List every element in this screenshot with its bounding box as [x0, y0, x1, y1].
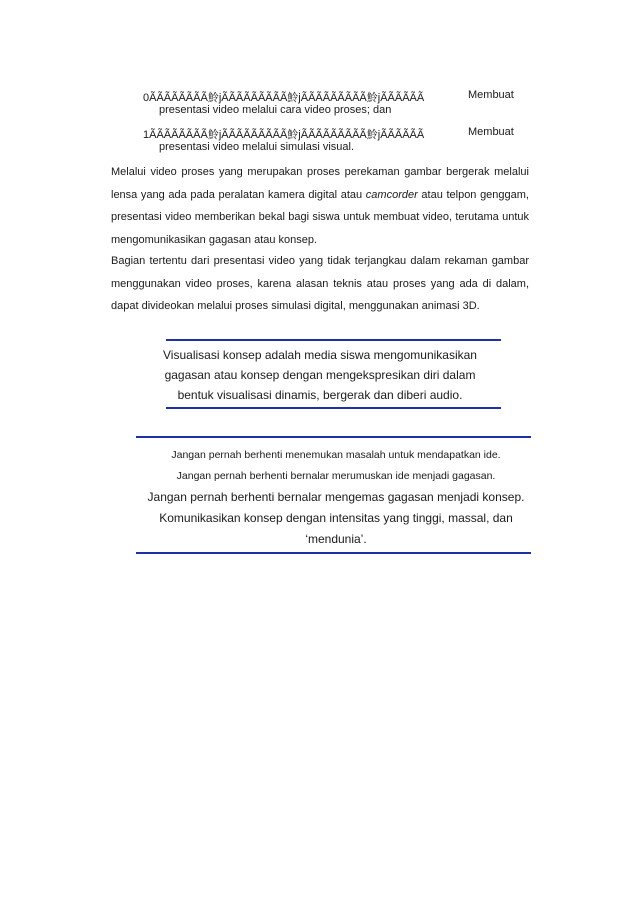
quote-1-line-2: gagasan atau konsep dengan mengekspresikan diri dalam	[164, 368, 476, 382]
quote-2-line-5: ‘mendunia’.	[305, 532, 367, 546]
list-item-2-right-word: Membuat	[468, 126, 514, 138]
quote-2-line-4: Komunikasikan konsep dengan intensitas yang tinggi, massal, dan	[159, 511, 513, 525]
paragraph-1-italic-term: camcorder	[365, 188, 418, 201]
paragraph-1-part-b: atau telpon genggam, presentasi video memberikan bekal bagi siswa untuk membuat video, terutama untuk mengomunikasikan gagasan atau konsep.	[111, 188, 529, 246]
list-item-1-continuation: presentasi video melalui cara video proses; dan	[159, 104, 392, 116]
quote-1-line-3: bentuk visualisasi dinamis, bergerak dan diberi audio.	[177, 388, 463, 402]
quote-2-line-3: Jangan pernah berhenti bernalar mengemas gagasan menjadi konsep.	[147, 490, 525, 504]
quote-1-top-rule	[166, 339, 501, 341]
paragraph-1	[111, 161, 529, 251]
list-item-2-marker-text: 1ÃÃÃÃÃÃÃÃ魿jÃÃÃÃÃÃÃÃÃ魿jÃÃÃÃÃÃÃÃÃ魿jÃÃÃÃÃÃ	[143, 129, 425, 141]
quote-1-bottom-rule	[166, 407, 501, 409]
quote-2-line-2: Jangan pernah berhenti bernalar merumuskan ide menjadi gagasan.	[176, 470, 496, 482]
paragraph-2: Bagian tertentu dari presentasi video yang tidak terjangkau dalam rekaman gambar menggunakan video proses, karena alasan teknis atau proses yang ada di dalam, dapat divideokan melalui proses simulasi digital, menggunakan animasi 3D.	[111, 255, 529, 312]
quote-2-line-1: Jangan pernah berhenti menemukan masalah untuk mendapatkan ide.	[171, 449, 501, 461]
quote-1-line-1: Visualisasi konsep adalah media siswa mengomunikasikan	[163, 348, 477, 362]
quote-2-bottom-rule	[136, 552, 531, 554]
paragraph-1-part-a: Melalui video proses yang merupakan proses perekaman gambar bergerak melalui lensa yang ada pada peralatan kamera digital atau	[111, 166, 529, 201]
list-item-1-right-word: Membuat	[468, 89, 514, 101]
list-item-1-marker-text: 0ÃÃÃÃÃÃÃÃ魿jÃÃÃÃÃÃÃÃÃ魿jÃÃÃÃÃÃÃÃÃ魿jÃÃÃÃÃÃ	[143, 92, 425, 104]
quote-2-top-rule	[136, 436, 531, 438]
list-item-2-continuation: presentasi video melalui simulasi visual.	[159, 141, 355, 153]
